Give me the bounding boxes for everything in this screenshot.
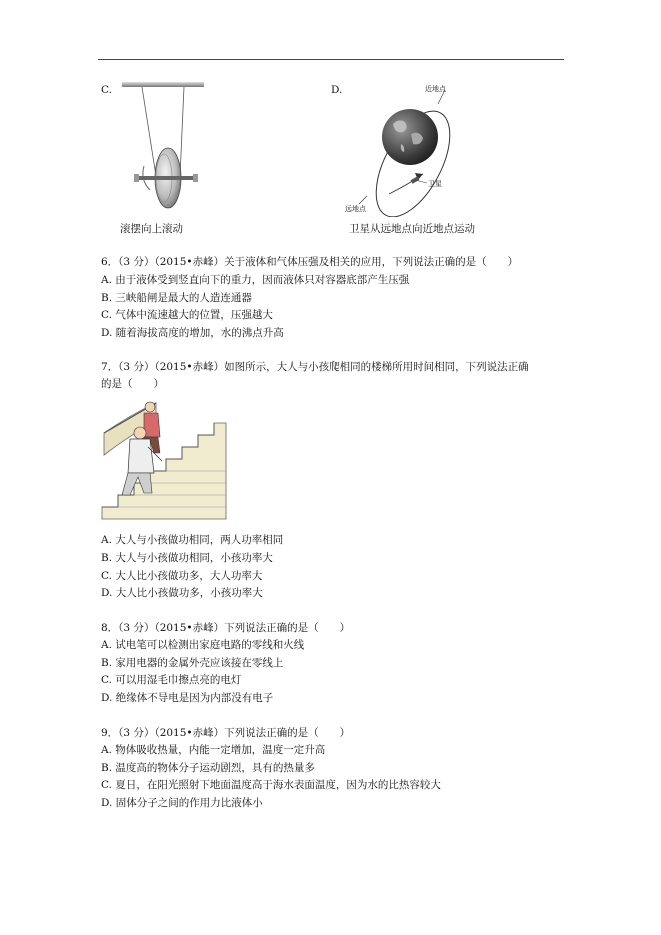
q8-stem: 8．（3 分）（2015•赤峰）下列说法正确的是（ ） bbox=[101, 622, 351, 634]
figure-c-caption: 滚摆向上滚动 bbox=[120, 223, 183, 235]
q8-option-b: B. 家用电器的金属外壳应该接在零线上 bbox=[101, 657, 284, 669]
q7-option-d: D. 大人比小孩做功多，小孩功率大 bbox=[101, 587, 263, 599]
maxwell-pendulum-figure bbox=[120, 80, 215, 210]
q6-option-d: D. 随着海拔高度的增加，水的沸点升高 bbox=[101, 327, 284, 339]
q6-option-c: C. 气体中流速越大的位置，压强越大 bbox=[101, 309, 273, 321]
q7-stem-line1: 7．（3 分）（2015•赤峰）如图所示，大人与小孩爬相同的楼梯所用时间相同，下列说法正确 bbox=[101, 361, 529, 373]
q8-option-c: C. 可以用湿毛巾擦点亮的电灯 bbox=[101, 674, 242, 686]
figure-c-label: C. bbox=[101, 84, 112, 96]
q8-option-a: A. 试电笔可以检测出家庭电路的零线和火线 bbox=[101, 639, 305, 651]
figure-d-label: D. bbox=[331, 84, 343, 96]
q9-stem: 9．（3 分）（2015•赤峰）下列说法正确的是（ ） bbox=[101, 727, 351, 739]
q7-option-b: B. 大人与小孩做功相同，小孩功率大 bbox=[101, 552, 273, 564]
figure-d-caption: 卫星从远地点向近地点运动 bbox=[349, 223, 475, 235]
stairs-figure bbox=[100, 395, 228, 521]
q7-option-a: A. 大人与小孩做功相同，两人功率相同 bbox=[101, 534, 284, 546]
near-point-label: 近地点 bbox=[425, 85, 446, 93]
q6-option-b: B. 三峡船闸是最大的人造连通器 bbox=[101, 292, 252, 304]
q6-stem: 6．（3 分）（2015•赤峰）关于液体和气体压强及相关的应用，下列说法正确的是（ ） bbox=[101, 256, 519, 268]
header-rule bbox=[98, 59, 564, 60]
q9-option-b: B. 温度高的物体分子运动剧烈，具有的热量多 bbox=[101, 762, 315, 774]
q6-option-a: A. 由于液体受到竖直向下的重力，因而液体只对容器底部产生压强 bbox=[101, 274, 410, 286]
q7-stem-line2: 的是（ ） bbox=[101, 378, 164, 390]
q9-option-d: D. 固体分子之间的作用力比液体小 bbox=[101, 797, 263, 809]
satellite-orbit-figure bbox=[345, 82, 460, 217]
q8-option-d: D. 绝缘体不导电是因为内部没有电子 bbox=[101, 692, 274, 704]
q9-option-a: A. 物体吸收热量，内能一定增加，温度一定升高 bbox=[101, 744, 326, 756]
q9-option-c: C. 夏日，在阳光照射下地面温度高于海水表面温度，因为水的比热容较大 bbox=[101, 779, 441, 791]
q7-option-c: C. 大人比小孩做功多，大人功率大 bbox=[101, 570, 263, 582]
satellite-label: 卫星 bbox=[428, 180, 442, 188]
far-point-label: 远地点 bbox=[345, 205, 366, 213]
